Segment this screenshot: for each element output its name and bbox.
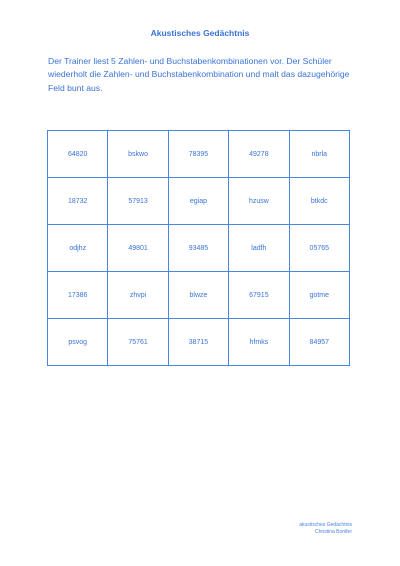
page-footer — [299, 522, 352, 536]
grid-cell[interactable]: ladfh — [229, 225, 289, 272]
grid-cell[interactable]: nbrla — [290, 130, 350, 178]
page-title: Akustisches Gedächtnis — [150, 28, 250, 38]
grid-cell[interactable]: 49801 — [108, 225, 168, 272]
grid-cell[interactable]: 05765 — [290, 225, 350, 272]
grid-cell[interactable]: 17386 — [47, 272, 108, 319]
grid-cell[interactable]: 75761 — [108, 319, 168, 366]
grid-row — [47, 319, 350, 366]
grid-row — [47, 272, 350, 319]
grid-row — [47, 225, 350, 272]
grid-row — [47, 130, 350, 178]
grid-cell[interactable]: zhvpi — [108, 272, 168, 319]
grid-row — [47, 178, 350, 225]
grid-cell[interactable]: odjhz — [47, 225, 108, 272]
combination-grid — [47, 130, 350, 366]
grid-cell[interactable]: 84957 — [290, 319, 350, 366]
grid-cell[interactable]: gotme — [290, 272, 350, 319]
grid-cell[interactable]: btkdc — [290, 178, 350, 225]
grid-cell[interactable]: 93485 — [169, 225, 229, 272]
grid-cell[interactable]: 49278 — [229, 130, 289, 178]
grid-cell[interactable]: psvog — [47, 319, 108, 366]
grid-cell[interactable]: blwze — [169, 272, 229, 319]
grid-cell[interactable]: 64820 — [47, 130, 108, 178]
footer-subject: akustisches Gedächtnis — [299, 522, 352, 528]
grid-cell[interactable]: 78395 — [169, 130, 229, 178]
grid-cell[interactable]: 67915 — [229, 272, 289, 319]
grid-cell[interactable]: bskwo — [108, 130, 168, 178]
footer-author: Christina Bonifer — [315, 529, 352, 535]
grid-cell[interactable]: 38715 — [169, 319, 229, 366]
grid-cell[interactable]: 57913 — [108, 178, 168, 225]
instructions: Der Trainer liest 5 Zahlen- und Buchstabenkombinationen vor. Der Schüler wiederholt die Zahlen- und Buchstabenkombination und malt das dazugehörige Feld bunt aus. — [48, 56, 350, 93]
grid-cell[interactable]: hfmks — [229, 319, 289, 366]
grid-cell[interactable]: egiap — [169, 178, 229, 225]
grid-cell[interactable]: 18732 — [47, 178, 108, 225]
grid-cell[interactable]: hzusw — [229, 178, 289, 225]
